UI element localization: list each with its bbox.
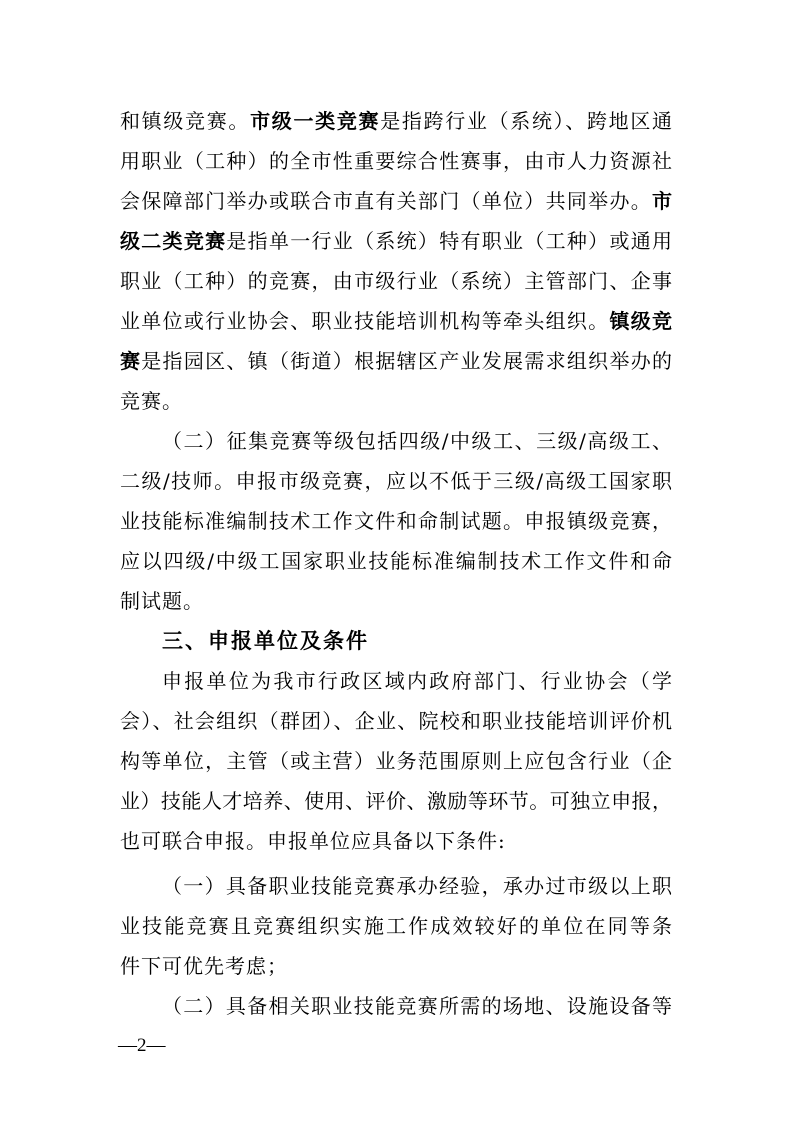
paragraph-line: [120, 181, 672, 221]
line-text: 应以四级/中级工国家职业技能标准编制技术工作文件和命: [120, 549, 672, 573]
paragraph-line: [120, 261, 672, 301]
paragraph-first-line: [120, 986, 672, 1026]
line-text: （二）具备相关职业技能竞赛所需的场地、设施设备等: [162, 994, 672, 1018]
line-text: 业技能标准编制技术工作文件和命制试题。申报镇级竞赛，: [120, 509, 672, 533]
line-text: 和镇级竞赛。: [120, 109, 251, 133]
line-text: 职业（工种）的竞赛，由市级行业（系统）主管部门、企事: [120, 269, 672, 293]
paragraph-line: [120, 461, 672, 501]
page-number: —2—: [118, 1035, 166, 1056]
line-text: 是指园区、镇（街道）根据辖区产业发展需求组织举办的: [141, 349, 673, 373]
paragraph-line: [120, 381, 672, 421]
paragraph-line: [120, 581, 672, 621]
paragraph-line: [120, 141, 672, 181]
paragraph-line: [120, 821, 672, 861]
line-text: （二）征集竞赛等级包括四级/中级工、三级/高级工、: [162, 429, 672, 453]
bold-term: 级二类竞赛: [120, 229, 227, 253]
body-text: [120, 101, 672, 1026]
line-text: 是指单一行业（系统）特有职业（工种）或通用: [226, 229, 673, 253]
line-text: （一）具备职业技能竞赛承办经验，承办过市级以上职: [162, 874, 672, 898]
paragraph-line: [120, 341, 672, 381]
paragraph-line: [120, 701, 672, 741]
paragraph-line: [120, 906, 672, 946]
line-text: 业技能竞赛且竞赛组织实施工作成效较好的单位在同等条: [120, 914, 672, 938]
line-text: 二级/技师。申报市级竞赛，应以不低于三级/高级工国家职: [120, 469, 672, 493]
bold-term: 市: [652, 189, 672, 213]
line-text: 竞赛。: [120, 389, 183, 413]
heading-text: 三、申报单位及条件: [162, 628, 369, 653]
line-text: 申报单位为我市行政区域内政府部门、行业协会（学: [162, 669, 672, 693]
line-text: 会保障部门举办或联合市直有关部门（单位）共同举办。: [120, 189, 652, 213]
line-text: 构等单位，主管（或主营）业务范围原则上应包含行业（企: [120, 749, 672, 773]
section-heading: [120, 621, 672, 661]
paragraph-first-line: [120, 421, 672, 461]
paragraph-line: [120, 946, 672, 986]
paragraph-line: [120, 741, 672, 781]
paragraph-first-line: [120, 866, 672, 906]
line-text: 也可联合申报。申报单位应具备以下条件:: [120, 829, 506, 853]
line-text: 业）技能人才培养、使用、评价、激励等环节。可独立申报，: [120, 789, 672, 813]
line-text: 用职业（工种）的全市性重要综合性赛事，由市人力资源社: [120, 149, 672, 173]
paragraph-line: [120, 781, 672, 821]
paragraph-line: [120, 501, 672, 541]
line-text: 制试题。: [120, 589, 204, 613]
paragraph-line: [120, 101, 672, 141]
bold-term: 镇级竞: [609, 309, 673, 333]
paragraph-line: [120, 541, 672, 581]
paragraph-line: [120, 221, 672, 261]
paragraph-line: [120, 301, 672, 341]
bold-term: 赛: [120, 349, 142, 373]
bold-term: 市级一类竞赛: [250, 109, 381, 133]
line-text: 件下可优先考虑；: [120, 954, 288, 978]
line-text: 业单位或行业协会、职业技能培训机构等牵头组织。: [120, 309, 610, 333]
paragraph-first-line: [120, 661, 672, 701]
line-text: 是指跨行业（系统）、跨地区通: [380, 109, 673, 133]
line-text: 会）、社会组织（群团）、企业、院校和职业技能培训评价机: [120, 709, 672, 733]
